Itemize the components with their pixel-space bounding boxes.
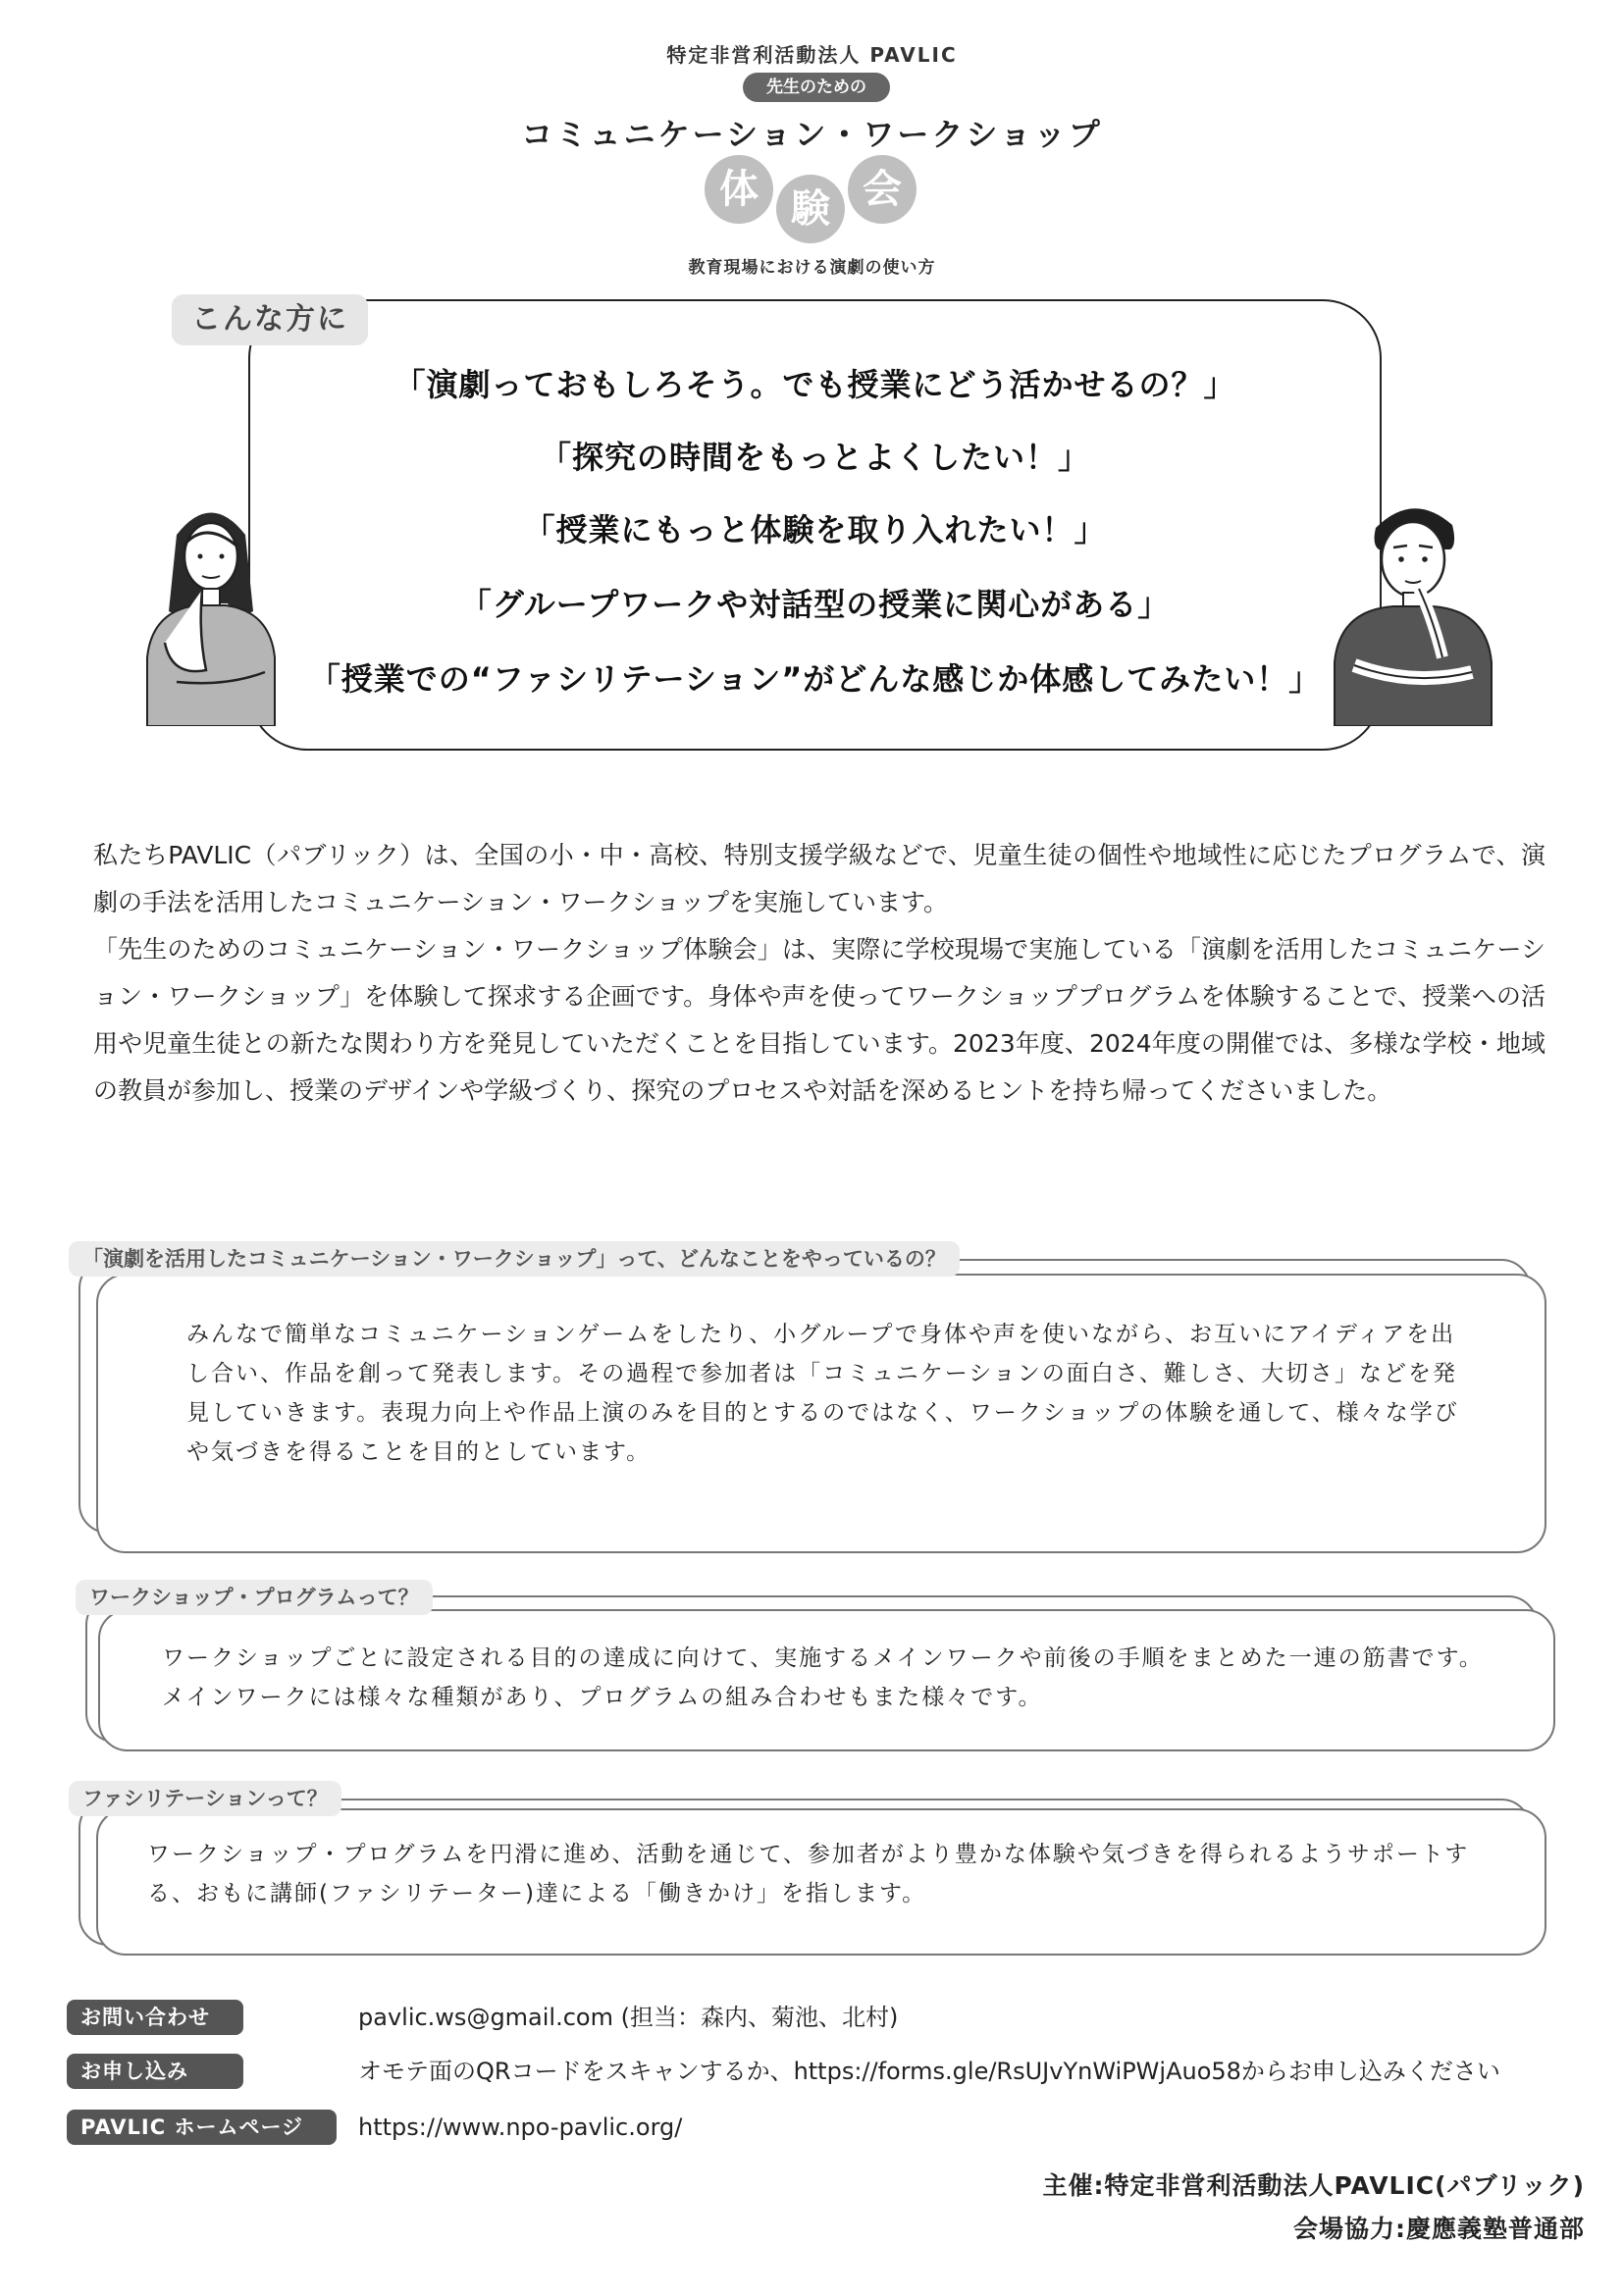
audience-quote: 「授業にもっと体験を取り入れたい！」 (523, 511, 1107, 548)
target-audience-label: こんな方に (172, 294, 368, 345)
audience-quote: 「授業での“ファシリテーション”がどんな感じか体感してみたい！」 (308, 660, 1322, 698)
page-title: コミュニケーション・ワークショップ (521, 116, 1103, 153)
homepage-link[interactable]: https://www.npo-pavlic.org/ (358, 2113, 683, 2141)
intro-text (93, 832, 1545, 1115)
section-heading-program: ワークショップ・プログラムって？ (76, 1580, 433, 1615)
venue-credit: 会場協力:慶應義塾普通部 (1293, 2215, 1585, 2243)
organizer-credit: 主催:特定非営利活動法人PAVLIC(パブリック) (1042, 2171, 1585, 2200)
title-circle-kai: 会 (848, 155, 917, 224)
section-heading-facilitation: ファシリテーションって？ (69, 1781, 341, 1816)
page-subtitle: 教育現場における演劇の使い方 (688, 258, 936, 278)
application-link[interactable]: オモテ面のQRコードをスキャンするか、https://forms.gle/RsUJvYnWiPWjAuo58からお申し込みください (358, 2058, 1500, 2085)
application-label: お申し込み (67, 2054, 243, 2089)
audience-quote: 「演劇っておもしろそう。でも授業にどう活かせるの？」 (393, 366, 1236, 403)
inquiry-email-link[interactable]: pavlic.ws@gmail.com (担当：森内、菊池、北村) (358, 2004, 899, 2031)
intro-paragraph-1: 私たちPAVLIC（パブリック）は、全国の小・中・高校、特別支援学級などで、児童生徒の個性や地域性に応じたプログラムで、演劇の手法を活用したコミュニケーション・ワークショップを実施しています。 (93, 841, 1545, 916)
thinking-man-illustration (1325, 491, 1501, 726)
section-text-program: ワークショップごとに設定される目的の達成に向けて、実施するメインワークや前後の手順をまとめた一連の筋書です。メインワークには様々な種類があり、プログラムの組み合わせもまた様々です。 (162, 1645, 1484, 1710)
audience-quote: 「グループワークや対話型の授業に関心がある」 (459, 586, 1171, 623)
homepage-label: PAVLIC ホームページ (67, 2110, 337, 2145)
thinking-woman-illustration (137, 496, 285, 726)
title-circle-ken: 験 (776, 175, 845, 243)
section-text-facilitation: ワークショップ・プログラムを円滑に進め、活動を通じて、参加者がより豊かな体験や気づきを得られるようサポートする、おもに講師(ファシリテーター)達による「働きかけ」を指します。 (147, 1842, 1470, 1906)
audience-quote: 「探究の時間をもっとよくしたい！」 (539, 439, 1090, 476)
organization-name: 特定非営利活動法人 PAVLIC (666, 43, 958, 67)
section-heading-workshop: 「演劇を活用したコミュニケーション・ワークショップ」って、どんなことをやっているの？ (69, 1241, 960, 1277)
title-circle-tai: 体 (705, 155, 773, 224)
for-teachers-badge: 先生のための (743, 73, 890, 102)
section-text-workshop: みんなで簡単なコミュニケーションゲームをしたり、小グループで身体や声を使いながら、お互いにアイディアを出し合い、作品を創って発表します。その過程で参加者は「コミュニケーションの面白さ、難しさ、大切さ」などを発見していきます。表現力向上や作品上演のみを目的とするのではなく、ワークショップの体験を通して、様々な学びや気づきを得ることを目的としています。 (186, 1322, 1459, 1465)
intro-paragraph-2: 「先生のためのコミュニケーション・ワークショップ体験会」は、実際に学校現場で実施している「演劇を活用したコミュニケーション・ワークショップ」を体験して探求する企画です。身体や声を使ってワークショッププログラムを体験することで、授業への活用や児童生徒との新たな関わり方を発見していただくことを目指しています。2023年度、2024年度の開催では、多様な学校・地域の教員が参加し、授業のデザインや学級づくり、探究のプロセスや対話を深めるヒントを持ち帰ってくださいました。 (93, 935, 1545, 1105)
inquiry-label: お問い合わせ (67, 2000, 243, 2035)
